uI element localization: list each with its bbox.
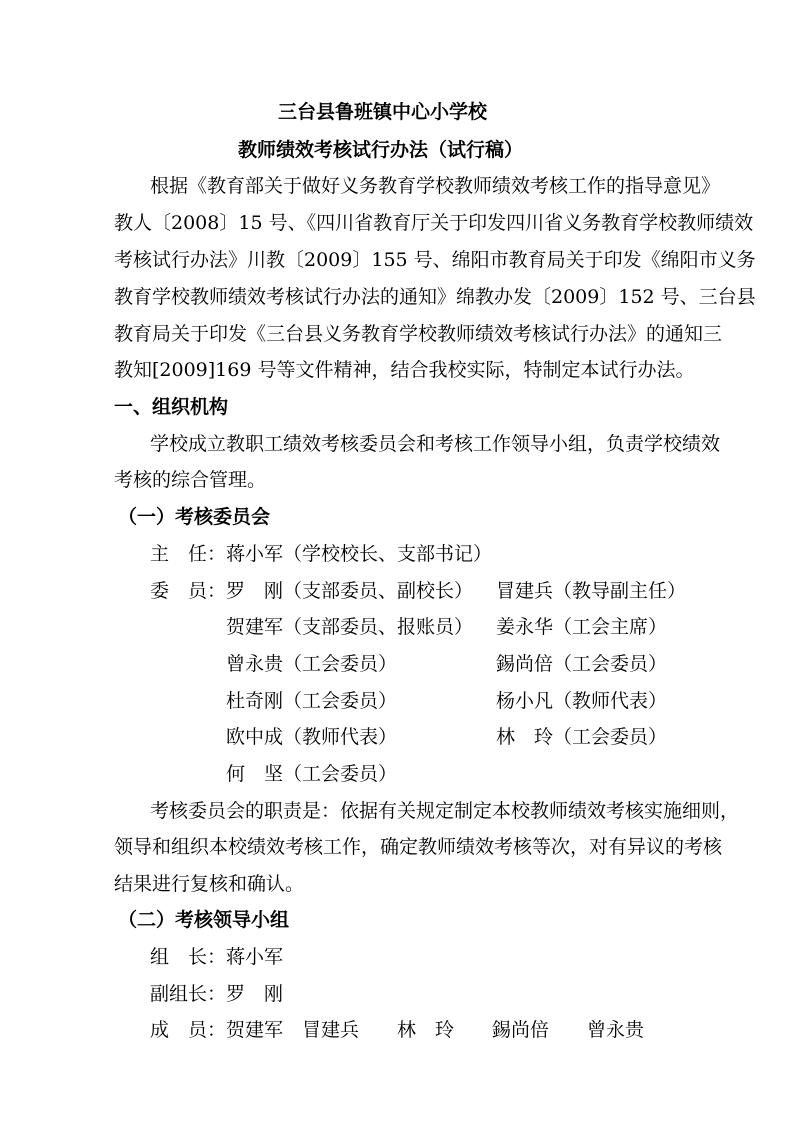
committee-member: 贺建军（支部委员、报账员） xyxy=(226,616,474,638)
group-deputy: 副组长：罗 刚 xyxy=(150,983,284,1005)
document-subtitle: 教师绩效考核试行办法（试行稿） xyxy=(238,139,524,161)
committee-duty-line: 结果进行复核和确认。 xyxy=(114,873,305,895)
committee-member: 冒建兵（教导副主任） xyxy=(496,580,687,602)
committee-heading: （一）考核委员会 xyxy=(118,506,271,528)
group-leader: 组 长：蒋小军 xyxy=(150,946,284,968)
committee-member: 曾永贵（工会委员） xyxy=(226,653,398,675)
intro-line: 教育局关于印发《三台县义务教育学校教师绩效考核试行办法》的通知三 xyxy=(114,323,723,345)
group-members: 成 员：贺建军 冒建兵 林 玲 錫尚倍 曾永贵 xyxy=(150,1019,645,1041)
intro-line: 教人〔2008〕15 号、《四川省教育厅关于印发四川省义务教育学校教师绩效 xyxy=(114,212,754,234)
intro-line: 根据《教育部关于做好义务教育学校教师绩效考核工作的指导意见》 xyxy=(150,175,721,197)
committee-member: 杨小凡（教师代表） xyxy=(496,690,668,712)
committee-member: 杜奇刚（工会委员） xyxy=(226,690,398,712)
committee-duty-line: 考核委员会的职责是：依据有关规定制定本校教师绩效考核实施细则， xyxy=(150,800,740,822)
committee-chair: 主 任：蒋小军（学校校长、支部书记） xyxy=(150,543,493,565)
committee-member: 罗 刚（支部委员、副校长） xyxy=(226,580,474,602)
committee-member: 欧中成（教师代表） xyxy=(226,726,398,748)
intro-line: 考核试行办法》川教〔2009〕155 号、绵阳市教育局关于印发《绵阳市义务 xyxy=(114,249,756,271)
section-paragraph-line: 考核的综合管理。 xyxy=(114,469,267,491)
intro-line: 教育学校教师绩效考核试行办法的通知》绵教办发〔2009〕152 号、三台县 xyxy=(114,286,756,308)
committee-member: 姜永华（工会主席） xyxy=(496,616,668,638)
intro-line: 教知[2009]169 号等文件精神，结合我校实际，特制定本试行办法。 xyxy=(114,359,695,381)
group-heading: （二）考核领导小组 xyxy=(118,909,290,931)
committee-member: 何 坚（工会委员） xyxy=(226,763,398,785)
committee-member: 林 玲（工会委员） xyxy=(496,726,668,748)
committee-duty-line: 领导和组织本校绩效考核工作，确定教师绩效考核等次，对有异议的考核 xyxy=(114,836,723,858)
document-title: 三台县鲁班镇中心小学校 xyxy=(278,101,488,123)
committee-members-label: 委 员： xyxy=(150,580,227,602)
committee-member: 錫尚倍（工会委员） xyxy=(496,653,668,675)
section-paragraph-line: 学校成立教职工绩效考核委员会和考核工作领导小组，负责学校绩效 xyxy=(150,433,721,455)
section-heading: 一、组织机构 xyxy=(114,396,229,418)
